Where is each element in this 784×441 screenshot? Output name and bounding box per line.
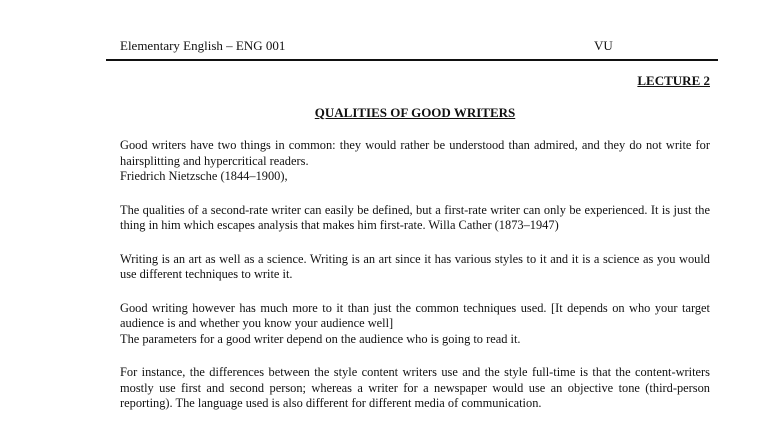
paragraph-for-instance (120, 365, 710, 412)
document-title: QUALITIES OF GOOD WRITERS (314, 105, 516, 120)
lecture-label: LECTURE 2 (637, 73, 710, 88)
paragraph-cather-quote (120, 203, 710, 234)
quote-attribution: Friedrich Nietzsche (1844–1900), (120, 169, 288, 183)
paragraph-text: For instance, the differences between the style content writers use and the style full-time is that the content-writers mostly use first and second person; whereas a writer for a newspaper would use an objective tone (third-person reporting). The language used is also different for different media of communication. (120, 365, 710, 410)
paragraph-good-writing (120, 301, 710, 348)
paragraph-nietzsche-quote (120, 138, 710, 185)
paragraph-text: Good writers have two things in common: they would rather be understood than admired, and they do not write for hairsplitting and hypercritical readers. (120, 138, 710, 168)
header-rule (106, 59, 718, 61)
paragraph-text: Writing is an art as well as a science. Writing is an art since it has various styles to it and it is a science as you would use different techniques to write it. (120, 251, 710, 281)
paragraph-text: The qualities of a second-rate writer can easily be defined, but a first-rate writer can only be experienced. It is just the thing in him which escapes analysis that makes him first-rate. Willa Cather (1873–1947) (120, 202, 710, 232)
course-title: Elementary English – ENG 001 (120, 38, 286, 53)
paragraph-extra-line: The parameters for a good writer depend on the audience who is going to read it. (120, 331, 521, 346)
paragraph-text: Good writing however has much more to it than just the common techniques used. [It depends on who your target audience is and whether you know your audience well] (120, 300, 710, 330)
paragraph-art-science (120, 252, 710, 283)
document-body (120, 138, 710, 430)
institution-label: VU (594, 38, 613, 53)
